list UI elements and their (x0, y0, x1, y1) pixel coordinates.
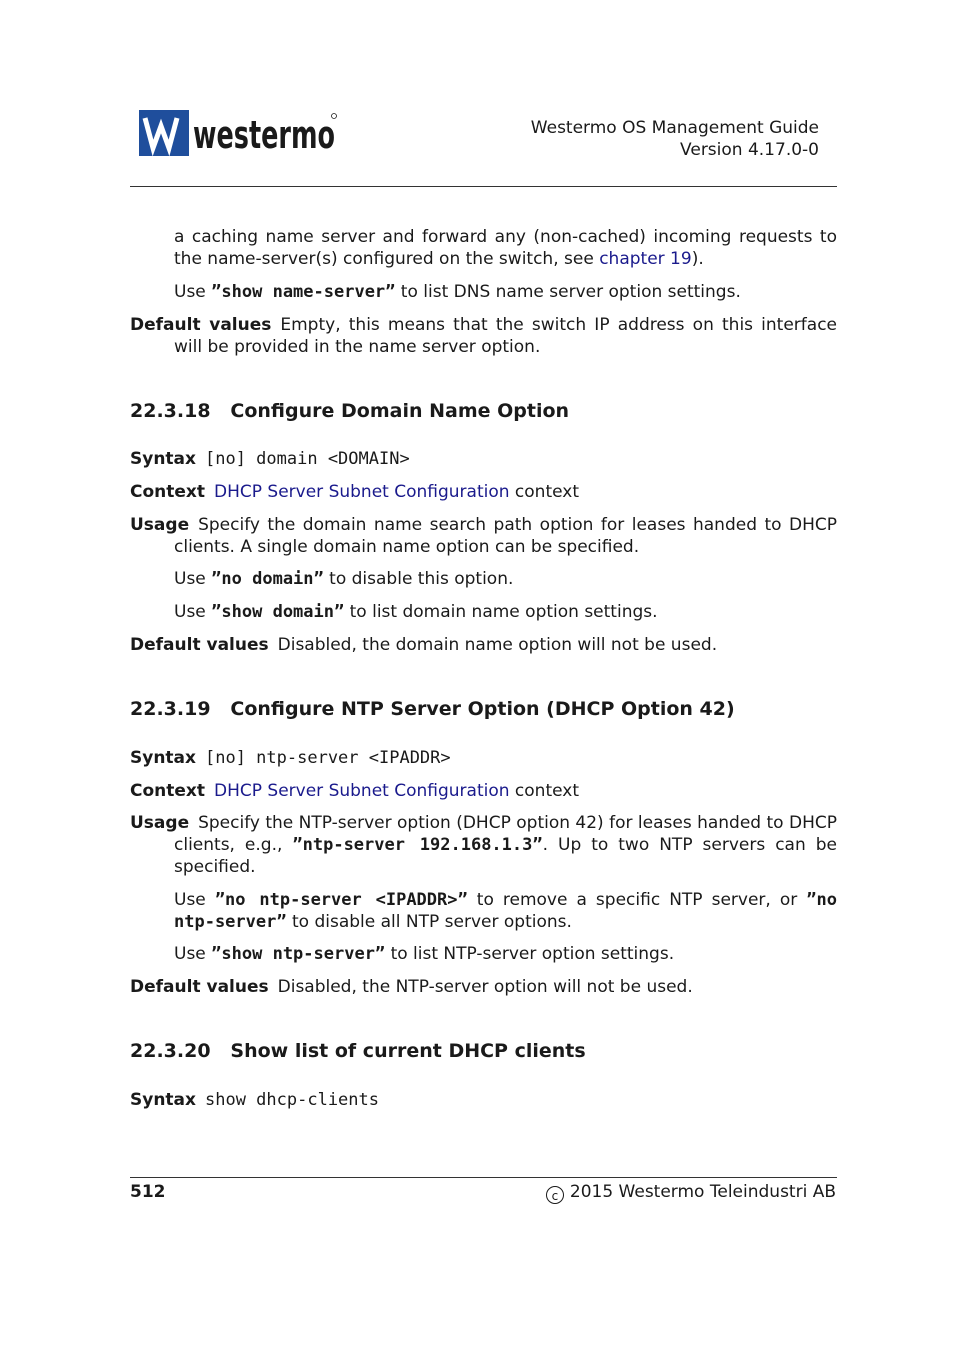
usage-note: Use ”no ntp-server <IPADDR>” to remove a specific NTP server, or ”no ntp-server” to disable all NTP server options. (174, 890, 838, 932)
intro-paragraph: a caching name server and forward any (non-cached) incoming requests to the name-server(s) configured on the switch, see chapter 19). (174, 227, 837, 269)
syntax-line: Syntax show dhcp-clients (130, 1090, 379, 1110)
syntax-line: Syntax [no] ntp-server <IPADDR> (130, 748, 451, 768)
intro-default-values: Default values Empty, this means that the switch IP address on this interface will be provided in the name server option. (130, 315, 837, 357)
usage-note: Use ”show domain” to list domain name option settings. (174, 602, 658, 622)
command-text: ”show domain” (211, 602, 345, 622)
context-link[interactable]: DHCP Server Subnet Configuration (214, 482, 510, 502)
section-heading: 22.3.18 Configure Domain Name Option (130, 400, 570, 422)
command-text: ”show name-server” (211, 282, 396, 302)
default-values: Default values Disabled, the NTP-server option will not be used. (130, 977, 693, 997)
document-title: Westermo OS Management Guide (530, 118, 819, 138)
default-values-label: Default values (130, 315, 272, 335)
command-text: ”no ntp-server” (174, 890, 838, 932)
copyright (546, 1181, 836, 1204)
usage-paragraph: Usage Specify the domain name search path option for leases handed to DHCP clients. A single domain name option can be specified. (130, 515, 837, 557)
command-text: ”no ntp-server <IPADDR>” (214, 890, 468, 910)
chapter-link[interactable]: chapter 19 (599, 249, 692, 269)
section-heading: 22.3.20 Show list of current DHCP clients (130, 1040, 586, 1062)
command-text: ”no domain” (211, 569, 324, 589)
default-values: Default values Disabled, the domain name option will not be used. (130, 635, 718, 655)
syntax-code: [no] domain <DOMAIN> (205, 449, 410, 469)
section-heading: 22.3.19 Configure NTP Server Option (DHCP Option 42) (130, 698, 735, 720)
command-text: ”ntp-server 192.168.1.3” (292, 835, 543, 855)
svg-text:westermo: westermo (193, 113, 335, 157)
copyright-icon: c (546, 1186, 564, 1204)
syntax-code: show dhcp-clients (205, 1090, 379, 1110)
usage-note: Use ”show ntp-server” to list NTP-server option settings. (174, 944, 675, 964)
document-header (531, 117, 819, 161)
footer-rule (130, 1177, 837, 1178)
page-number: 512 (130, 1182, 166, 1202)
syntax-line: Syntax [no] domain <DOMAIN> (130, 449, 410, 469)
syntax-code: [no] ntp-server <IPADDR> (205, 748, 451, 768)
westermo-logo (139, 110, 349, 158)
command-text: ”show ntp-server” (211, 944, 386, 964)
usage-paragraph: Usage Specify the NTP-server option (DHCP option 42) for leases handed to DHCP clients, e.g., ”ntp-server 192.168.1.3”. Up to two NTP servers can be specified. (130, 813, 837, 877)
document-version: Version 4.17.0-0 (680, 140, 819, 160)
usage-note: Use ”no domain” to disable this option. (174, 569, 514, 589)
context-line: Context DHCP Server Subnet Configuration context (130, 781, 579, 801)
header-rule (130, 186, 837, 187)
show-name-server-paragraph: Use ”show name-server” to list DNS name server option settings. (174, 282, 741, 302)
copyright-text: 2015 Westermo Teleindustri AB (569, 1182, 836, 1202)
context-link[interactable]: DHCP Server Subnet Configuration (214, 781, 510, 801)
context-line: Context DHCP Server Subnet Configuration context (130, 482, 579, 502)
